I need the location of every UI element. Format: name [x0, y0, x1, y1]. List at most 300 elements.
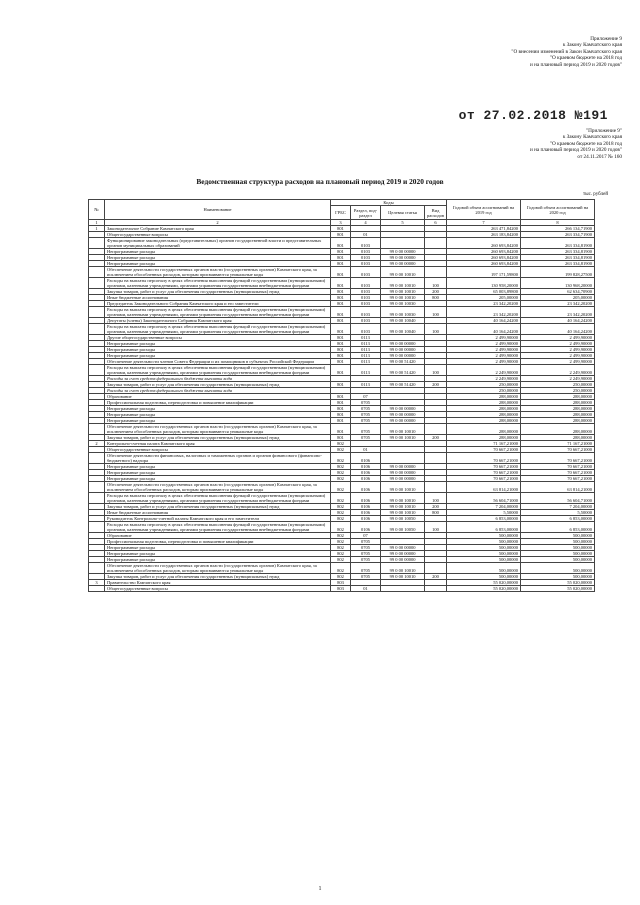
row-razdel: 07 — [351, 533, 381, 539]
row-grbs: 801 — [331, 238, 351, 249]
row-name: Непрограммные расходы — [105, 551, 331, 557]
row-sum-2020: 55 020,00000 — [521, 586, 595, 592]
row-razdel: 0103 — [351, 278, 381, 289]
row-razdel: 0705 — [351, 545, 381, 551]
row-grbs: 801 — [331, 359, 351, 365]
row-sum-2019: 250,00000 — [447, 382, 521, 388]
row-razdel: 01 — [351, 232, 381, 238]
row-sum-2020: 70 667,21000 — [521, 470, 595, 476]
col-codes: Коды — [331, 200, 447, 206]
row-razdel: 0106 — [351, 464, 381, 470]
row-name: Общегосударственные вопросы — [105, 447, 331, 453]
column-index: 3 — [331, 220, 351, 226]
row-razdel: 0113 — [351, 382, 381, 388]
row-razdel: 0103 — [351, 267, 381, 278]
row-grbs: 801 — [331, 435, 351, 441]
row-csr: 99 0 00 10010 — [381, 289, 425, 295]
row-name: Непрограммные расходы — [105, 261, 331, 267]
row-number — [89, 493, 105, 504]
row-grbs: 802 — [331, 516, 351, 522]
row-sum-2019: 6 853,00000 — [447, 516, 521, 522]
row-razdel: 0103 — [351, 301, 381, 307]
row-sum-2020: 56 604,71000 — [521, 493, 595, 504]
row-name: Непрограммные расходы — [105, 464, 331, 470]
column-index: 7 — [447, 220, 521, 226]
row-sum-2020: 71 167,21000 — [521, 441, 595, 447]
row-vr: 200 — [425, 289, 447, 295]
row-name: Закупка товаров, работ и услуг для обеспечения государственных (муниципальных) нужд — [105, 574, 331, 580]
row-sum-2019: 2 499,90000 — [447, 347, 521, 353]
row-grbs: 801 — [331, 394, 351, 400]
row-sum-2019: 70 667,21000 — [447, 447, 521, 453]
table-row — [89, 522, 595, 533]
row-sum-2019: 263 183,84200 — [447, 232, 521, 238]
row-sum-2019: 260 693,84200 — [447, 261, 521, 267]
row-name: Расходы на выплаты персоналу в целях обеспечения выполнения функций государственными (муниципальными) органами, казенными учреждениями, органами управления государственными внебюджетными фондами — [105, 522, 331, 533]
table-row — [89, 586, 595, 592]
column-index: 2 — [105, 220, 331, 226]
row-grbs: 802 — [331, 453, 351, 464]
row-vr: 100 — [425, 278, 447, 289]
row-razdel: 01 — [351, 586, 381, 592]
row-csr: 99 0 00 51420 — [381, 359, 425, 365]
row-grbs: 801 — [331, 301, 351, 307]
row-grbs: 801 — [331, 324, 351, 335]
row-sum-2020: 2 499,90000 — [521, 347, 595, 353]
row-razdel: 0103 — [351, 307, 381, 318]
row-csr — [381, 453, 425, 464]
row-number — [89, 307, 105, 318]
row-grbs: 801 — [331, 400, 351, 406]
row-sum-2019: 2 499,90000 — [447, 359, 521, 365]
row-name: Законодательное Собрание Камчатского края — [105, 226, 331, 232]
row-grbs: 801 — [331, 406, 351, 412]
row-name: Профессиональная подготовка, переподготовка и повышение квалификации — [105, 400, 331, 406]
row-csr: 99 0 00 00000 — [381, 412, 425, 418]
row-grbs: 801 — [331, 249, 351, 255]
row-vr: 100 — [425, 324, 447, 335]
row-csr: 99 0 00 00000 — [381, 470, 425, 476]
row-sum-2020: 199 828,27500 — [521, 267, 595, 278]
row-sum-2020: 70 667,21000 — [521, 447, 595, 453]
row-razdel: 0106 — [351, 482, 381, 493]
row-grbs: 802 — [331, 545, 351, 551]
row-sum-2019: 7 204,00000 — [447, 504, 521, 510]
row-razdel: 0113 — [351, 347, 381, 353]
row-sum-2020: 263 334,71900 — [521, 232, 595, 238]
document-title: Ведомственная структура расходов на плановый период 2019 и 2020 годов — [196, 177, 444, 186]
row-sum-2019: 197 171,59800 — [447, 267, 521, 278]
row-grbs: 802 — [331, 574, 351, 580]
row-vr: 100 — [425, 307, 447, 318]
row-name: Общегосударственные вопросы — [105, 232, 331, 238]
table-row — [89, 424, 595, 435]
row-name: Непрограммные расходы — [105, 255, 331, 261]
row-csr: 99 0 00 00000 — [381, 261, 425, 267]
row-sum-2020: 500,00000 — [521, 551, 595, 557]
row-csr: 99 0 00 10010 — [381, 435, 425, 441]
row-vr — [425, 453, 447, 464]
row-sum-2019: 260 693,84200 — [447, 249, 521, 255]
row-sum-2020: 5,50000 — [521, 510, 595, 516]
row-sum-2020: 62 634,70900 — [521, 289, 595, 295]
row-csr: 99 0 00 00000 — [381, 249, 425, 255]
row-name: Расходы на выплаты персоналу в целях обеспечения выполнения функций государственными (муниципальными) органами, казенными учреждениями, органами управления государственными внебюджетными фондами — [105, 278, 331, 289]
row-name: Расходы на выплаты персоналу в целях обеспечения выполнения функций государственными (муниципальными) органами, казенными учреждениями, органами управления государственными внебюджетными фондами — [105, 324, 331, 335]
row-grbs: 801 — [331, 418, 351, 424]
row-csr: 99 0 00 00000 — [381, 418, 425, 424]
row-csr: 99 0 00 10010 — [381, 563, 425, 574]
row-razdel: 0106 — [351, 504, 381, 510]
row-sum-2020: 2 499,90000 — [521, 341, 595, 347]
row-name: Профессиональная подготовка, переподготовка и повышение квалификации — [105, 539, 331, 545]
row-grbs: 801 — [331, 295, 351, 301]
row-csr: 99 0 00 00000 — [381, 476, 425, 482]
row-sum-2020: 40 164,24200 — [521, 318, 595, 324]
row-sum-2019: 65 003,89800 — [447, 289, 521, 295]
row-name: Контрольно-счетная палата Камчатского края — [105, 441, 331, 447]
row-grbs: 802 — [331, 470, 351, 476]
row-sum-2020: 288,00000 — [521, 400, 595, 406]
row-sum-2019: 70 667,21000 — [447, 476, 521, 482]
row-name: Обеспечение деятельности государственных органов власти (государственных органов) Камчатского края, за исключением обособленных расходов, которым присваиваются уникальные коды — [105, 267, 331, 278]
row-sum-2020: 500,00000 — [521, 545, 595, 551]
row-grbs: 802 — [331, 539, 351, 545]
row-sum-2019: 260 693,84200 — [447, 255, 521, 261]
table-row — [89, 453, 595, 464]
col-vr: Вид расходов — [425, 206, 447, 220]
row-csr: 99 0 00 10050 — [381, 516, 425, 522]
row-sum-2020: 70 667,21000 — [521, 476, 595, 482]
row-sum-2020: 6 853,00000 — [521, 522, 595, 533]
row-sum-2020: 288,00000 — [521, 394, 595, 400]
row-sum-2020: 63 814,21000 — [521, 482, 595, 493]
header-line: "О внесении изменений в Закон Камчатского края — [511, 48, 622, 55]
row-name: Непрограммные расходы — [105, 249, 331, 255]
appendix-header — [511, 36, 622, 68]
page-number: 1 — [318, 886, 322, 892]
table-row — [89, 307, 595, 318]
column-index: 8 — [521, 220, 595, 226]
row-grbs: 801 — [331, 261, 351, 267]
header-line: Приложение 9 — [590, 36, 622, 42]
row-vr — [425, 267, 447, 278]
row-csr: 99 0 00 10010 — [381, 493, 425, 504]
row-sum-2020: 205,00000 — [521, 295, 595, 301]
row-razdel: 0113 — [351, 365, 381, 376]
row-razdel: 0705 — [351, 424, 381, 435]
row-name: Закупка товаров, работ и услуг для обеспечения государственных (муниципальных) нужд — [105, 382, 331, 388]
table-row — [89, 493, 595, 504]
row-sum-2019: 288,00000 — [447, 435, 521, 441]
row-grbs: 802 — [331, 522, 351, 533]
row-name: Непрограммные расходы — [105, 341, 331, 347]
row-sum-2020: 2 249,90000 — [521, 365, 595, 376]
row-csr: 99 0 00 10030 — [381, 307, 425, 318]
row-number — [89, 563, 105, 574]
row-vr — [425, 586, 447, 592]
row-vr: 800 — [425, 295, 447, 301]
row-grbs: 802 — [331, 551, 351, 557]
row-razdel: 0106 — [351, 470, 381, 476]
row-sum-2019: 260 693,84200 — [447, 238, 521, 249]
row-grbs: 801 — [331, 382, 351, 388]
row-name: Расходы на выплаты персоналу в целях обеспечения выполнения функций государственными (муниципальными) органами, казенными учреждениями, органами управления государственными внебюджетными фондами — [105, 493, 331, 504]
header-line: к Закону Камчатского края — [562, 42, 622, 49]
row-number: 3 — [89, 580, 105, 586]
table-row — [89, 563, 595, 574]
row-number: 2 — [89, 441, 105, 447]
row-vr: 200 — [425, 435, 447, 441]
row-grbs: 801 — [331, 318, 351, 324]
row-name: Расходы на выплаты персоналу в целях обеспечения выполнения функций государственными (муниципальными) органами, казенными учреждениями, органами управления государственными внебюджетными фондами — [105, 365, 331, 376]
row-name: Обеспечение деятельности государственных органов власти (государственных органов) Камчатского края, за исключением обособленных расходов, которым присваиваются уникальные коды — [105, 424, 331, 435]
row-number — [89, 365, 105, 376]
row-sum-2019: 500,00000 — [447, 533, 521, 539]
row-csr: 99 0 00 10010 — [381, 574, 425, 580]
row-name: Другие общегосударственные вопросы — [105, 335, 331, 341]
row-grbs: 802 — [331, 563, 351, 574]
row-razdel: 0103 — [351, 261, 381, 267]
row-sum-2019: 500,00000 — [447, 539, 521, 545]
row-sum-2019: 288,00000 — [447, 412, 521, 418]
row-name: Расходы за счет средств федерального бюджета выплаты кода — [105, 376, 331, 382]
row-sum-2019: 500,00000 — [447, 563, 521, 574]
row-grbs: 801 — [331, 307, 351, 318]
row-vr — [425, 424, 447, 435]
row-sum-2019: 500,00000 — [447, 557, 521, 563]
row-sum-2019: 55 020,00000 — [447, 586, 521, 592]
row-sum-2020: 288,00000 — [521, 418, 595, 424]
row-csr: 99 0 00 10050 — [381, 522, 425, 533]
row-csr: 99 0 00 00000 — [381, 557, 425, 563]
column-index: 6 — [425, 220, 447, 226]
row-name: Расходы за счет средств федерального бюджета выплаты кода — [105, 388, 331, 394]
row-sum-2019: 40 164,24200 — [447, 324, 521, 335]
header-line: и на плановый период 2019 и 2020 годов" — [530, 61, 622, 68]
row-vr: 200 — [425, 574, 447, 580]
row-grbs: 801 — [331, 347, 351, 353]
row-name: Непрограммные расходы — [105, 353, 331, 359]
row-sum-2019: 5,50000 — [447, 510, 521, 516]
row-sum-2019: 130 958,20000 — [447, 278, 521, 289]
column-index: 5 — [381, 220, 425, 226]
row-sum-2020: 55 020,00000 — [521, 580, 595, 586]
row-number — [89, 453, 105, 464]
row-sum-2020: 70 667,21000 — [521, 453, 595, 464]
row-sum-2020: 2 499,90000 — [521, 353, 595, 359]
header-line: и на плановый период 2019 и 2020 годов" — [530, 147, 622, 154]
row-sum-2019: 288,00000 — [447, 406, 521, 412]
row-csr: 99 0 00 51420 — [381, 365, 425, 376]
row-name: Закупка товаров, работ и услуг для обеспечения государственных (муниципальных) нужд — [105, 289, 331, 295]
row-sum-2019: 63 814,21000 — [447, 482, 521, 493]
col-razdel: Раздел, под-раздел — [351, 206, 381, 220]
row-csr: 99 0 00 00000 — [381, 347, 425, 353]
table-row — [89, 482, 595, 493]
row-sum-2020: 288,00000 — [521, 424, 595, 435]
row-name: Обеспечение деятельности государственных органов власти (государственных органов) Камчатского края, за исключением обособленных расходов, которым присваиваются уникальные коды — [105, 482, 331, 493]
row-grbs: 802 — [331, 504, 351, 510]
row-sum-2020: 263 334,81900 — [521, 261, 595, 267]
row-vr: 100 — [425, 365, 447, 376]
row-razdel: 0103 — [351, 318, 381, 324]
row-grbs: 802 — [331, 476, 351, 482]
row-razdel: 0106 — [351, 476, 381, 482]
row-sum-2019: 70 667,21000 — [447, 470, 521, 476]
row-vr: 200 — [425, 504, 447, 510]
row-grbs: 802 — [331, 447, 351, 453]
row-grbs: 801 — [331, 255, 351, 261]
row-name: Правительство Камчатского края — [105, 580, 331, 586]
row-razdel: 0113 — [351, 353, 381, 359]
row-sum-2020: 23 342,20200 — [521, 301, 595, 307]
row-razdel: 0103 — [351, 255, 381, 261]
row-grbs: 803 — [331, 586, 351, 592]
table-row — [89, 324, 595, 335]
row-sum-2020: 500,00000 — [521, 539, 595, 545]
row-sum-2020: 40 164,24200 — [521, 324, 595, 335]
row-sum-2020: 130 968,20000 — [521, 278, 595, 289]
row-sum-2019: 55 020,00000 — [447, 580, 521, 586]
table-row — [89, 267, 595, 278]
row-name: Обеспечение деятельности финансовых, налоговых и таможенных органов и органов финансового (финансово-бюджетного) надзора — [105, 453, 331, 464]
col-name: Наименование — [105, 200, 331, 220]
row-razdel: 0705 — [351, 418, 381, 424]
row-csr: 99 0 00 10010 — [381, 278, 425, 289]
row-name: Функционирование законодательных (представительных) органов государственной власти и представительных органов муниципальных образований — [105, 238, 331, 249]
col-num: № — [89, 200, 105, 220]
row-sum-2020: 266 134,71900 — [521, 226, 595, 232]
row-razdel: 0103 — [351, 238, 381, 249]
row-sum-2020: 263 334,81900 — [521, 238, 595, 249]
row-sum-2019: 70 667,21000 — [447, 464, 521, 470]
row-razdel: 0103 — [351, 295, 381, 301]
header-line: "О краевом бюджете на 2018 год — [549, 55, 622, 62]
row-vr — [425, 563, 447, 574]
row-number — [89, 238, 105, 249]
row-name: Иные бюджетные ассигнования — [105, 295, 331, 301]
row-csr: 99 0 00 10010 — [381, 295, 425, 301]
row-sum-2020: 263 334,81900 — [521, 255, 595, 261]
row-sum-2019: 288,00000 — [447, 400, 521, 406]
row-grbs: 801 — [331, 335, 351, 341]
row-sum-2020: 70 667,21000 — [521, 464, 595, 470]
row-sum-2020: 500,00000 — [521, 563, 595, 574]
row-sum-2020: 288,00000 — [521, 406, 595, 412]
row-sum-2019: 500,00000 — [447, 574, 521, 580]
row-sum-2019: 6 853,00000 — [447, 522, 521, 533]
row-csr: 99 0 00 10010 — [381, 510, 425, 516]
row-name: Обеспечение деятельности государственных органов власти (государственных органов) Камчатского края, за исключением обособленных расходов, которым присваиваются уникальные коды — [105, 563, 331, 574]
row-sum-2020: 7 204,00000 — [521, 504, 595, 510]
row-sum-2019: 56 604,71000 — [447, 493, 521, 504]
row-sum-2019: 205,00000 — [447, 295, 521, 301]
table-row — [89, 365, 595, 376]
row-csr: 99 0 00 51420 — [381, 382, 425, 388]
row-grbs: 802 — [331, 557, 351, 563]
row-sum-2019: 2 499,90000 — [447, 341, 521, 347]
row-grbs: 802 — [331, 533, 351, 539]
row-razdel: 01 — [351, 447, 381, 453]
row-name: Непрограммные расходы — [105, 470, 331, 476]
row-number — [89, 267, 105, 278]
row-grbs: 801 — [331, 232, 351, 238]
row-vr: 100 — [425, 493, 447, 504]
row-sum-2019: 288,00000 — [447, 424, 521, 435]
row-razdel: 0106 — [351, 516, 381, 522]
row-razdel: 0705 — [351, 551, 381, 557]
row-csr: 99 0 00 00000 — [381, 341, 425, 347]
row-sum-2019: 2 249,90000 — [447, 376, 521, 382]
row-razdel: 0705 — [351, 406, 381, 412]
row-name: Непрограммные расходы — [105, 418, 331, 424]
row-name: Непрограммные расходы — [105, 545, 331, 551]
row-razdel: 0705 — [351, 574, 381, 580]
row-name: Непрограммные расходы — [105, 557, 331, 563]
col-2020: Годовой объем ассигнований на 2020 год — [521, 200, 595, 220]
row-grbs: 801 — [331, 341, 351, 347]
row-razdel: 0113 — [351, 341, 381, 347]
row-grbs: 802 — [331, 482, 351, 493]
row-sum-2019: 23 342,20200 — [447, 301, 521, 307]
row-razdel: 0705 — [351, 557, 381, 563]
row-csr: 99 0 00 10010 — [381, 267, 425, 278]
col-grbs: ГРБС — [331, 206, 351, 220]
row-number — [89, 278, 105, 289]
row-razdel: 0705 — [351, 563, 381, 574]
row-sum-2019: 70 667,21000 — [447, 453, 521, 464]
row-grbs: 801 — [331, 412, 351, 418]
col-csr: Целевая статья — [381, 206, 425, 220]
row-number — [89, 482, 105, 493]
row-name: Непрограммные расходы — [105, 412, 331, 418]
row-razdel: 07 — [351, 394, 381, 400]
row-csr: 99 0 00 00000 — [381, 406, 425, 412]
row-razdel: 0705 — [351, 412, 381, 418]
row-csr: 99 0 00 00000 — [381, 353, 425, 359]
row-number — [89, 424, 105, 435]
row-name: Расходы на выплаты персоналу в целях обеспечения выполнения функций государственными (муниципальными) органами, казенными учреждениями, органами управления государственными внебюджетными фондами — [105, 307, 331, 318]
row-csr: 99 0 00 10010 — [381, 504, 425, 510]
row-name: Непрограммные расходы — [105, 476, 331, 482]
row-razdel: 0113 — [351, 359, 381, 365]
row-number — [89, 522, 105, 533]
row-name: Закупка товаров, работ и услуг для обеспечения государственных (муниципальных) нужд — [105, 504, 331, 510]
row-name: Председатель Законодательного Собрания Камчатского края и его заместители — [105, 301, 331, 307]
row-sum-2019: 250,00000 — [447, 388, 521, 394]
row-sum-2020: 2 499,90000 — [521, 359, 595, 365]
row-grbs: 802 — [331, 493, 351, 504]
row-sum-2020: 2 249,90000 — [521, 376, 595, 382]
row-razdel: 0106 — [351, 493, 381, 504]
row-sum-2020: 23 342,20200 — [521, 307, 595, 318]
row-vr: 800 — [425, 510, 447, 516]
row-sum-2020: 500,00000 — [521, 557, 595, 563]
row-razdel: 0106 — [351, 510, 381, 516]
table-row — [89, 238, 595, 249]
row-razdel: 0103 — [351, 249, 381, 255]
row-sum-2020: 288,00000 — [521, 412, 595, 418]
table-row — [89, 278, 595, 289]
row-sum-2019: 71 167,21000 — [447, 441, 521, 447]
header-line: от 24.11.2017 № 160 — [577, 153, 622, 160]
row-csr: 99 0 00 10030 — [381, 301, 425, 307]
row-sum-2020: 6 853,00000 — [521, 516, 595, 522]
row-number: 1 — [89, 226, 105, 232]
row-csr: 99 0 00 10010 — [381, 482, 425, 493]
row-razdel: 0705 — [351, 539, 381, 545]
